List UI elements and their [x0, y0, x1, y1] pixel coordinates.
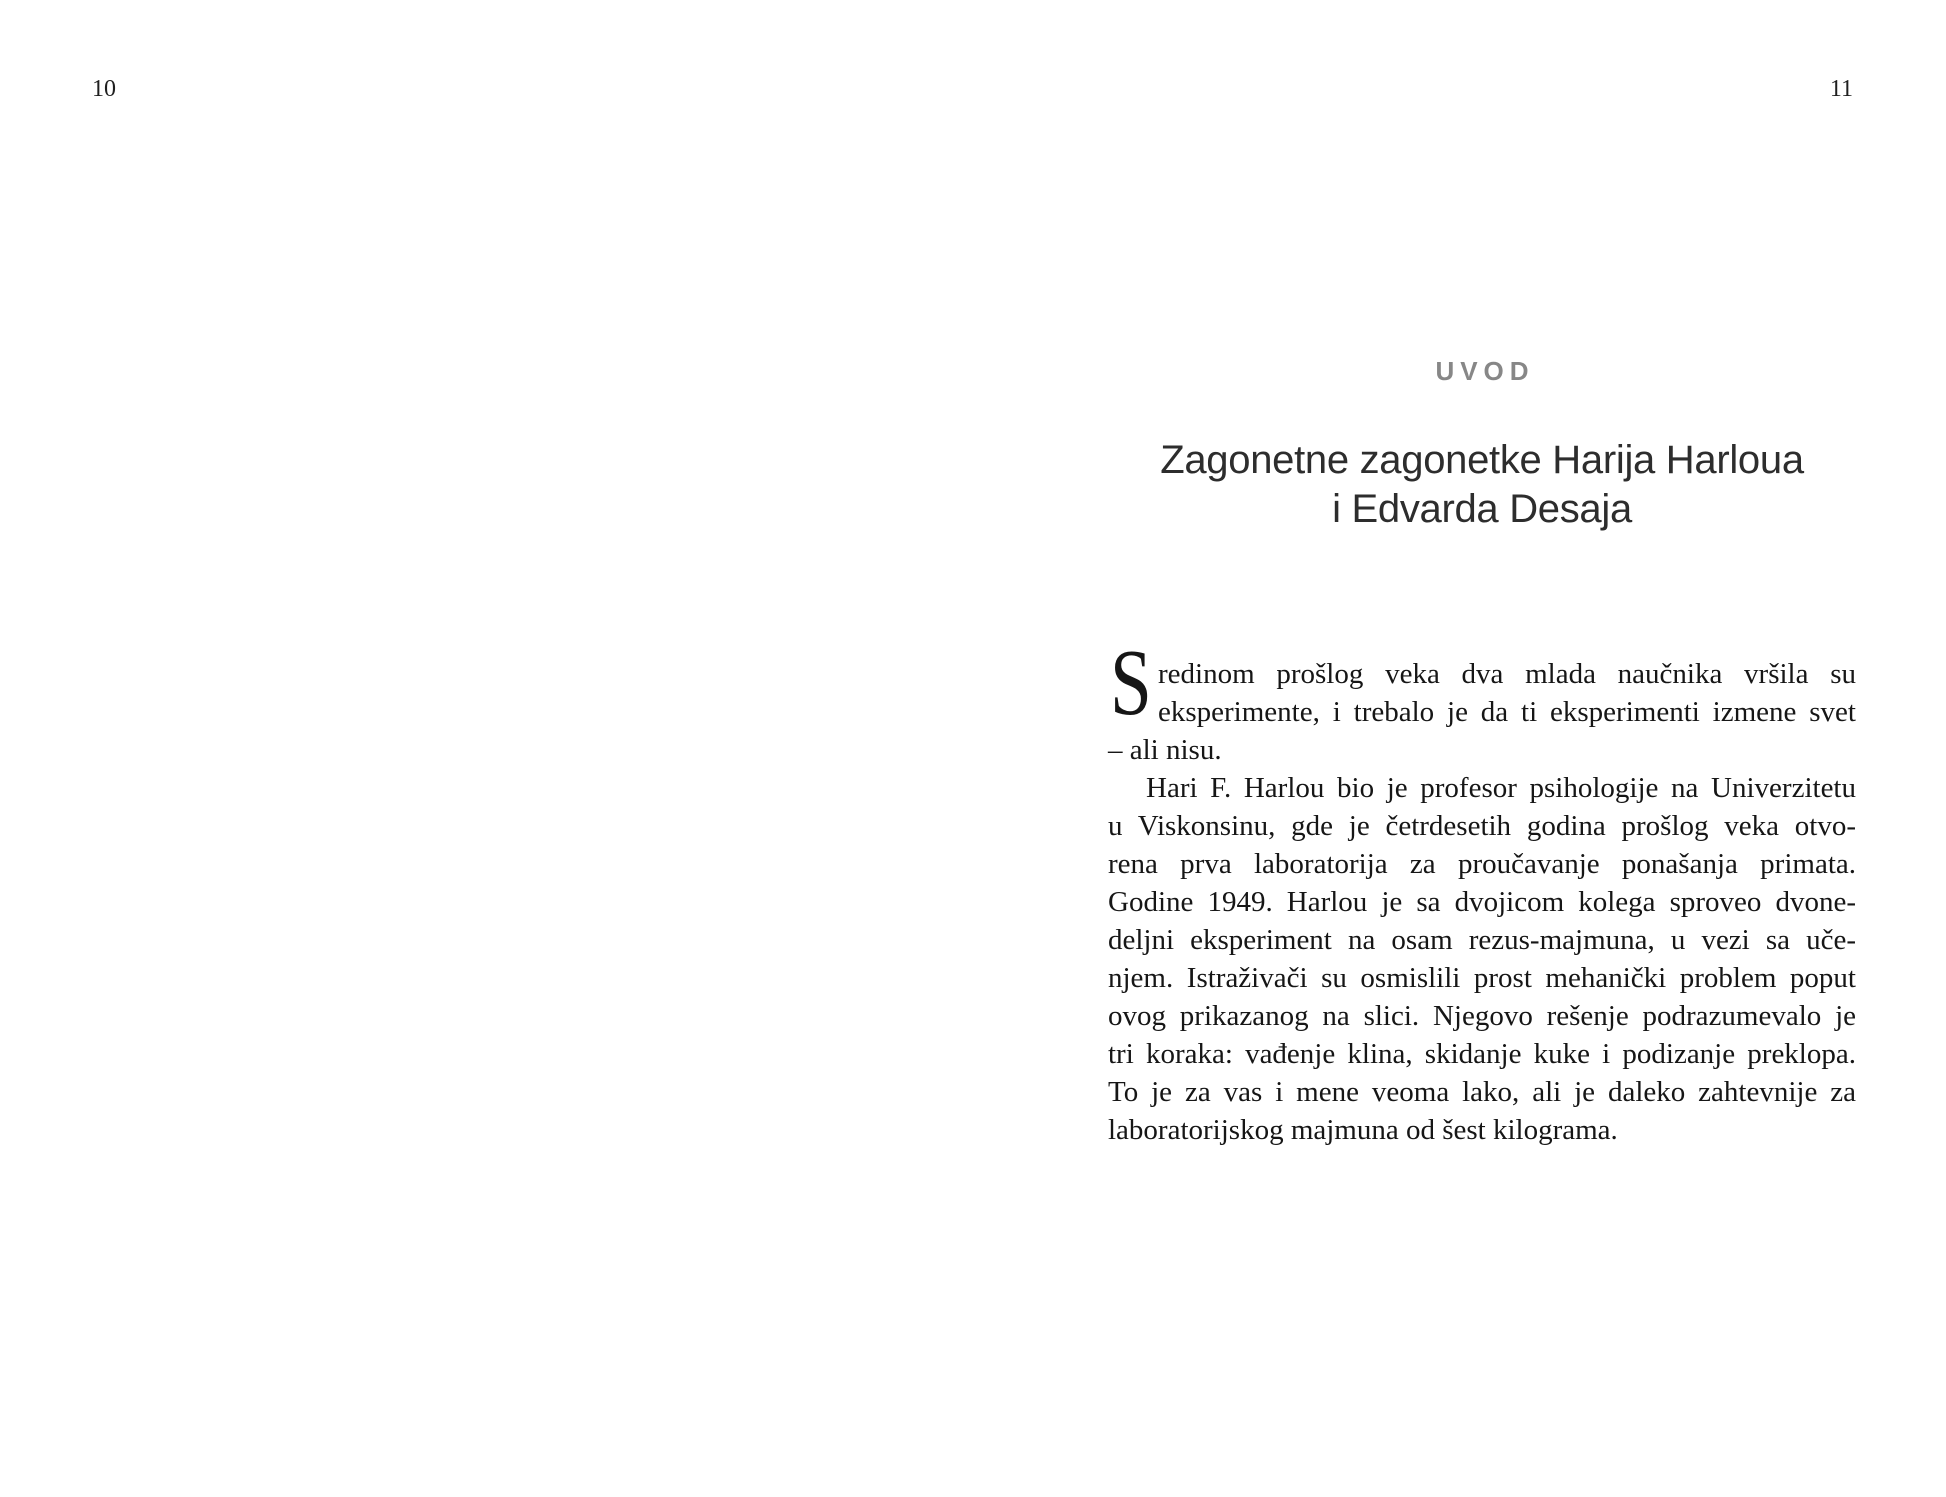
- body-line: u Viskonsinu, gde je četrdesetih godina prošlog veka otvo-: [1108, 810, 1856, 842]
- chapter-title-line-2: i Edvarda Desaja: [1332, 487, 1632, 531]
- body-line: njem. Istraživači su osmislili prost mehanički problem poput: [1108, 962, 1856, 994]
- body-line: Hari F. Harlou bio je profesor psihologije na Univerzitetu: [1146, 772, 1856, 804]
- body-line: eksperimente, i trebalo je da ti eksperimenti izmene svet: [1158, 696, 1856, 728]
- page-number-right: 11: [1829, 76, 1853, 102]
- chapter-title: [1108, 436, 1856, 534]
- body-line: tri koraka: vađenje klina, skidanje kuke i podizanje preklopa.: [1108, 1038, 1856, 1070]
- chapter-title-line-1: Zagonetne zagonetke Harija Harloua: [1160, 438, 1804, 482]
- chapter-kicker: UVOD: [1435, 356, 1535, 386]
- body-line: redinom prošlog veka dva mlada naučnika vršila su: [1158, 658, 1856, 690]
- body-line: To je za vas i mene veoma lako, ali je daleko zahtevnije za: [1108, 1076, 1856, 1108]
- body-line: deljni eksperiment na osam rezus-majmuna, u vezi sa uče-: [1108, 924, 1856, 956]
- body-line: – ali nisu.: [1108, 734, 1222, 766]
- body-line: ovog prikazanog na slici. Njegovo rešenje podrazumevalo je: [1108, 1000, 1856, 1032]
- body-line: laboratorijskog majmuna od šest kilograma.: [1108, 1114, 1618, 1146]
- drop-cap: S: [1110, 631, 1152, 735]
- page-number-left: 10: [92, 76, 116, 102]
- page-right: [973, 0, 1946, 1497]
- body-line: rena prva laboratorija za proučavanje ponašanja primata.: [1108, 848, 1856, 880]
- body-line: Godine 1949. Harlou je sa dvojicom kolega sproveo dvone-: [1108, 886, 1856, 918]
- body-text: [1108, 655, 1856, 1149]
